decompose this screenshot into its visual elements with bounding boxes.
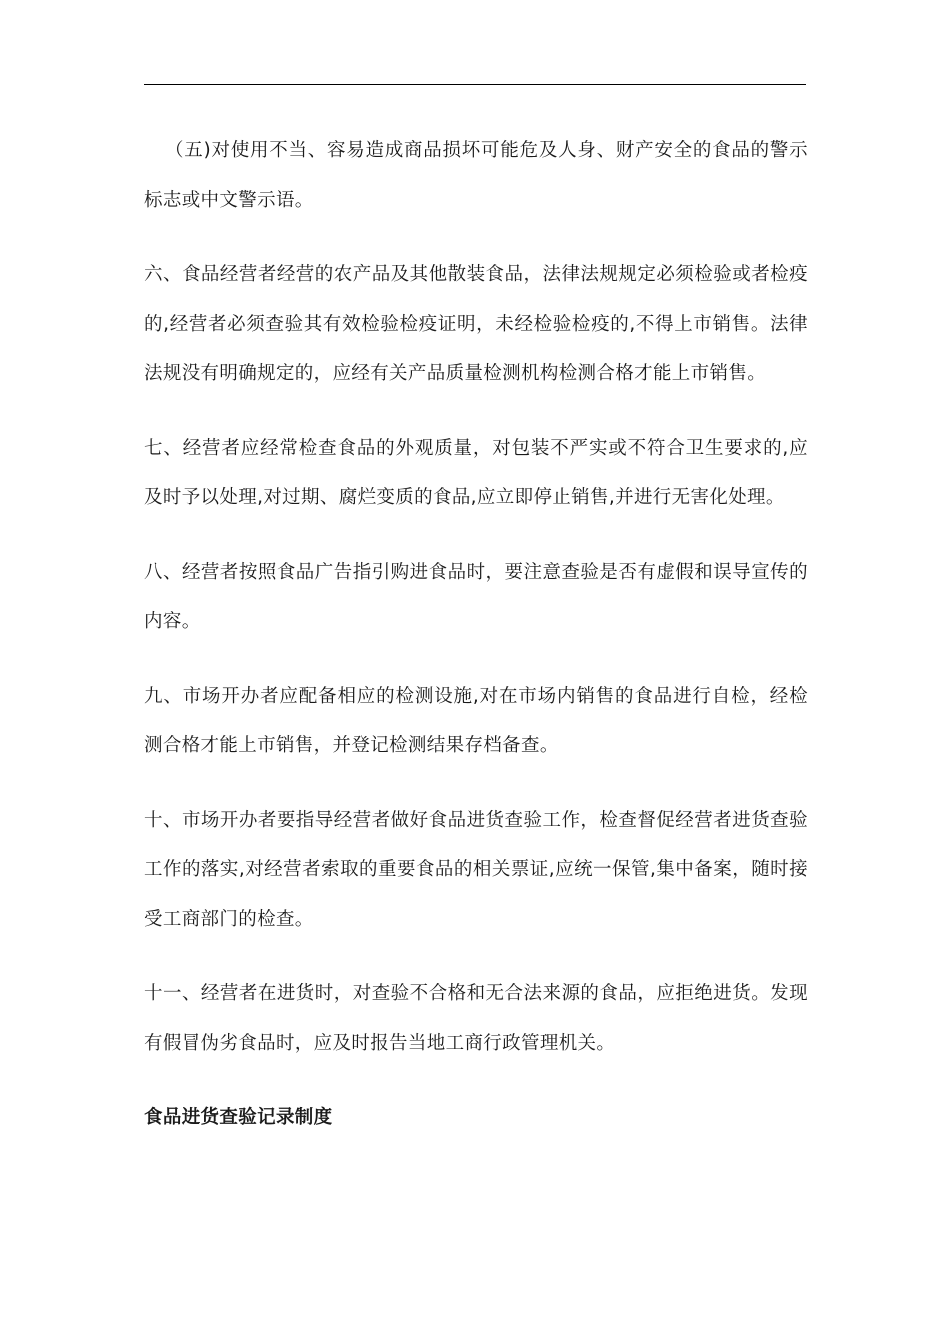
header-rule	[144, 84, 806, 85]
document-body	[144, 126, 808, 1143]
paragraph-article-10: 十、市场开办者要指导经营者做好食品进货查验工作，检查督促经营者进货查验工作的落实,对经营者索取的重要食品的相关票证,应统一保管,集中备案，随时接受工商部门的检查。	[144, 809, 808, 930]
paragraph-article-6: 六、食品经营者经营的农产品及其他散装食品，法律法规规定必须检验或者检疫的,经营者必须查验其有效检验检疫证明，未经检验检疫的,不得上市销售。法律法规没有明确规定的，应经有关产品质量检测机构检测合格才能上市销售。	[144, 264, 808, 384]
paragraph-article-7: 七、经营者应经常检查食品的外观质量，对包装不严实或不符合卫生要求的,应及时予以处理,对过期、腐烂变质的食品,应立即停止销售,并进行无害化处理。	[144, 437, 808, 508]
paragraph-article-9: 九、市场开办者应配备相应的检测设施,对在市场内销售的食品进行自检，经检测合格才能上市销售，并登记检测结果存档备查。	[144, 685, 808, 756]
paragraph-item-5: （五)对使用不当、容易造成商品损坏可能危及人身、财产安全的食品的警示标志或中文警示语。	[144, 140, 808, 211]
paragraph-article-8: 八、经营者按照食品广告指引购进食品时，要注意查验是否有虚假和误导宣传的内容。	[144, 561, 808, 632]
paragraph-article-11: 十一、经营者在进货时，对查验不合格和无合法来源的食品，应拒绝进货。发现有假冒伪劣食品时，应及时报告当地工商行政管理机关。	[144, 983, 808, 1054]
section-heading: 食品进货查验记录制度	[144, 1107, 333, 1128]
